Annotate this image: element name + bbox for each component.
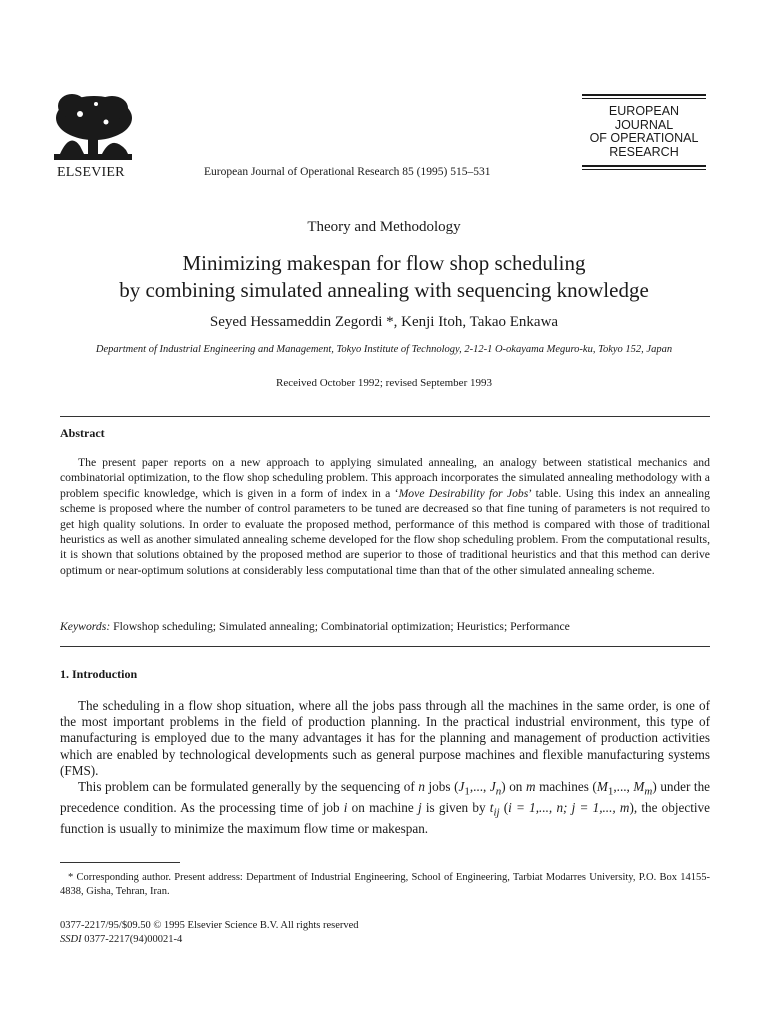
math-var: J <box>458 779 465 795</box>
math-var: t <box>489 799 494 815</box>
math-range: i = 1,..., n; j = 1,..., m <box>508 799 630 815</box>
title-line: by combining simulated annealing with sequencing knowledge <box>119 278 649 302</box>
text-run: is given by <box>421 799 490 815</box>
math-var: m <box>525 779 536 795</box>
text-run: ( <box>499 799 509 815</box>
journal-name-line: RESEARCH <box>609 144 679 159</box>
masthead-rule-bottom-thin <box>582 169 706 170</box>
author-list: Seyed Hessameddin Zegordi *, Kenji Itoh, Takao Enkawa <box>209 314 559 330</box>
keywords-text: Flowshop scheduling; Simulated annealing; Combinatorial optimization; Heuristics; Performance <box>113 620 570 633</box>
abstract-heading: Abstract <box>60 426 105 440</box>
abstract-text-part: The present paper reports on a new approach to applying simulated annealing, an analogy between statistical mechanics and combinatorial optimization, to the flow shop scheduling problem. This approach incorporates the simulated annealing methodology with a problem specific knowledge, which is given in a form of index in a ‘ <box>60 456 710 500</box>
divider <box>60 416 710 417</box>
copyright-line: 0377-2217/95/$09.50 © 1995 Elsevier Science B.V. All rights reserved <box>60 920 359 931</box>
divider <box>60 646 710 647</box>
journal-masthead <box>582 94 706 170</box>
journal-name-line: OF OPERATIONAL <box>589 131 699 145</box>
text-run: ) under the precedence condition. As the processing time of job <box>60 779 711 815</box>
math-var: i <box>343 799 348 815</box>
text-run: This problem can be formulated generally by the sequencing of <box>78 779 419 795</box>
footnote-rule <box>60 862 180 863</box>
abstract-text-part: ’ table. Using this index an annealing scheme is proposed where the number of control parameters to be tuned are decreased so that fine tuning of parameters is not required to get high quality solutions. In order to evaluate the proposed method, performance of this method is compared with those of traditional heuristics as well as another simulated annealing scheme developed for the flow shop scheduling problem. From the computational results, it is shown that solutions obtained by the proposed method are superior to those of traditional heuristics and that this method can derive optimum or near-optimum solutions at considerably less computational time than that of the other simulated annealing scheme. <box>60 486 710 577</box>
elsevier-tree-logo <box>50 92 136 164</box>
math-var: M <box>596 779 608 795</box>
received-dates: Received October 1992; revised September 1993 <box>276 377 492 389</box>
section-heading-introduction: 1. Introduction <box>60 667 138 681</box>
journal-name <box>582 99 706 165</box>
math-var: j <box>417 799 422 815</box>
paragraph: The scheduling in a flow shop situation, where all the jobs pass through all the machines in the same order, is one of the most important problems in the field of production planning. In the practical industrial environment, this type of manufacturing is employed due to the many advantages it has for the planning and management of production activities which are enabled by technological developments such as general purpose machines and flexible manufacturing systems (FMS). <box>60 698 710 778</box>
ssdi-line <box>60 933 359 947</box>
journal-citation: European Journal of Operational Research 85 (1995) 515–531 <box>204 166 491 178</box>
text-run: ), the objective function is usually to minimize the maximum flow time or makespan. <box>60 799 710 836</box>
text-run: on machine <box>347 799 418 815</box>
title-line: Minimizing makespan for flow shop scheduling <box>182 251 586 275</box>
paragraph: This problem can be formulated generally by the sequencing of n jobs ($J_1$,..., $J_n$) on m machines ($M_1$,..., $M_m$) under the precedence condition. As the processing time of job i on machine j is given by $t_{ij}$ (i = 1,..., n; j = 1,..., m), the objective function is usually to minimize the maximum flow time or makespan. <box>60 779 711 836</box>
keywords <box>60 620 710 633</box>
math-var: n <box>418 779 425 795</box>
journal-name-line: EUROPEAN <box>608 104 680 118</box>
ssdi-code: 0377-2217(94)00021-4 <box>84 933 183 945</box>
abstract-italic-term: Move Desirability for Jobs <box>398 486 529 500</box>
masthead-rule-bottom <box>582 165 706 167</box>
journal-name-line: JOURNAL <box>614 117 674 132</box>
keywords-label: Keywords: <box>60 620 111 633</box>
publisher-name: ELSEVIER <box>57 165 125 180</box>
section-label: Theory and Methodology <box>307 219 461 235</box>
paper-title <box>0 250 768 304</box>
affiliation: Department of Industrial Engineering and Management, Tokyo Institute of Technology, 2-12-1 O-okayama Meguro-ku, Tokyo 152, Japan <box>95 344 673 355</box>
ssdi-label: SSDI <box>60 933 82 945</box>
masthead-rule-top <box>582 94 706 96</box>
text-run: jobs ( <box>424 779 459 795</box>
abstract-text <box>60 455 710 578</box>
footnote: * Corresponding author. Present address: Department of Industrial Engineering, School of Engineering, Tarbiat Modarres University, P.O. Box 14155-4838, Gisha, Tehran, Iran. <box>60 872 710 897</box>
text-run: ) on <box>501 779 526 795</box>
text-run: machines ( <box>535 779 597 795</box>
introduction-text <box>60 698 710 837</box>
copyright <box>60 919 359 946</box>
